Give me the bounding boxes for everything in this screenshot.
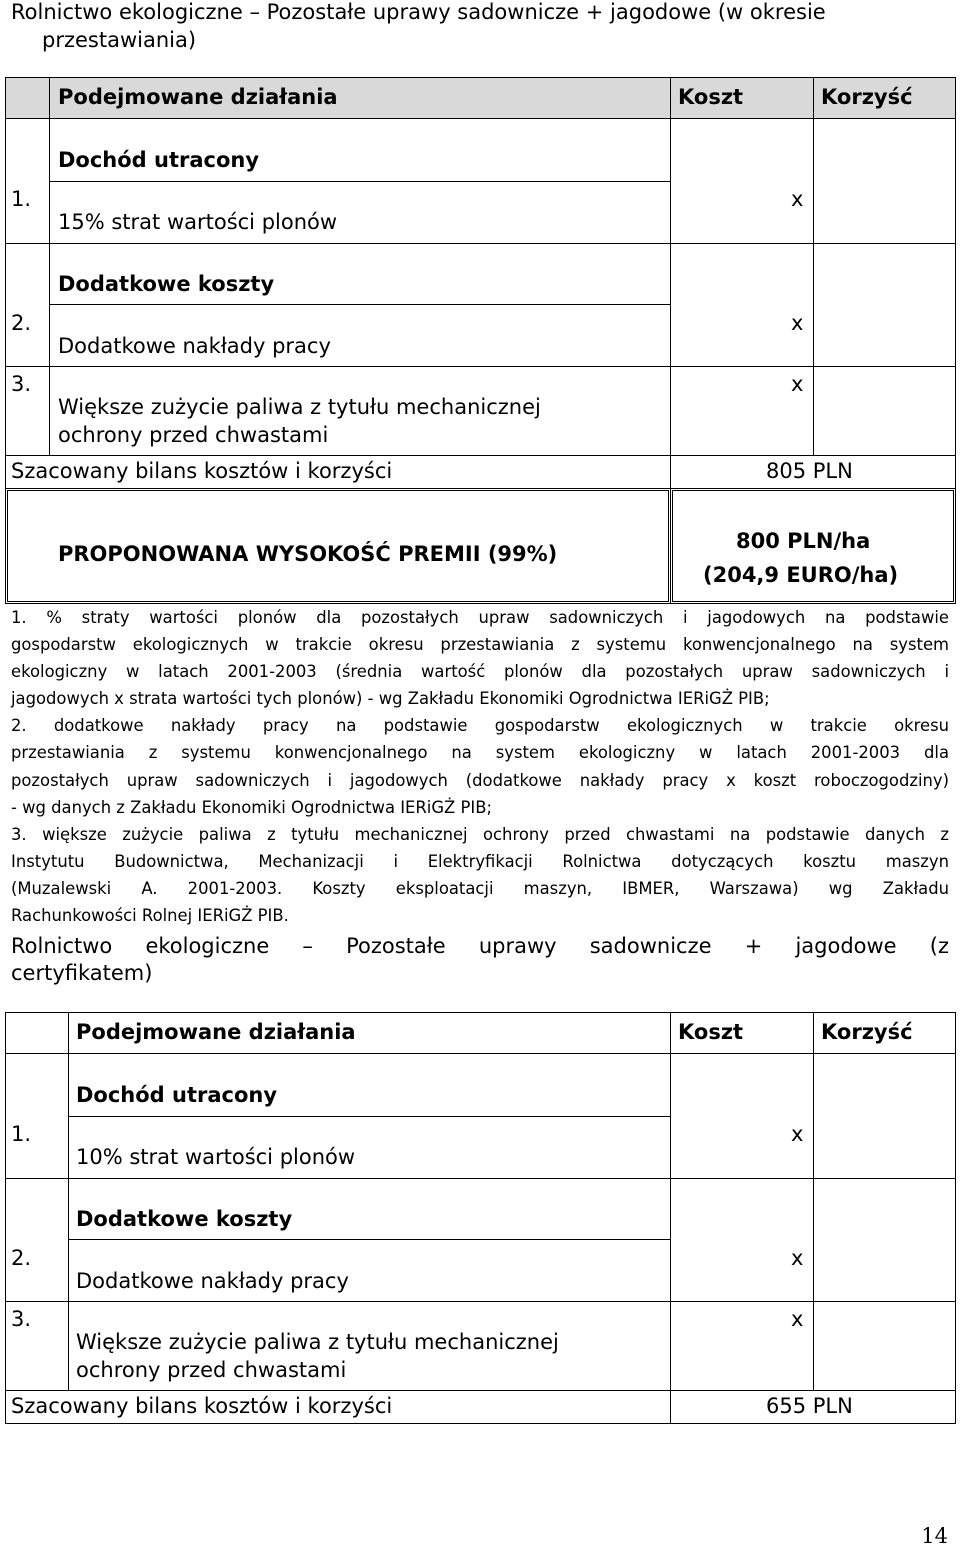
table2-row1-cost: x <box>791 1122 804 1146</box>
table1-header-activity: Podejmowane działania <box>58 85 338 109</box>
table1-balance-value: 805 PLN <box>766 459 853 483</box>
table1-row2-num: 2. <box>11 311 32 335</box>
footnote-line: Instytutu Budownictwa, Mechanizacji i Elektryfikacji Rolnictwa dotyczących kosztu maszyn <box>11 851 949 871</box>
section1-footnotes <box>11 604 949 929</box>
table1-row1-cost-cell <box>670 118 814 244</box>
table1-row3-benefit-cell <box>813 366 956 456</box>
table1-income-lost-label: Dochód utracony <box>58 148 260 172</box>
footnote-line: 2. dodatkowe nakłady pracy na podstawie gospodarstw ekologicznych w trakcie okresu <box>11 716 949 736</box>
table1-header-cost: Koszt <box>678 85 744 109</box>
table1-row1-benefit-cell <box>813 118 956 244</box>
table2-row1-num: 1. <box>11 1122 32 1146</box>
footnote-line: jagodowych x strata wartości tych plonów) - wg Zakładu Ekonomiki Ogrodnictwa IERiGŻ PIB; <box>11 689 770 709</box>
table2-header-cost: Koszt <box>678 1020 744 1044</box>
table1-row3-label-line2: ochrony przed chwastami <box>58 423 329 447</box>
table2-row1-num-cell <box>5 1053 69 1179</box>
table2-row3-benefit-cell <box>813 1301 956 1391</box>
table1-row2-cost: x <box>791 311 804 335</box>
table1-row2-cost-cell <box>670 243 814 367</box>
section2-title-line2: certyfikatem) <box>11 961 153 985</box>
table1-premium-value-line2: (204,9 EURO/ha) <box>703 563 899 587</box>
footnote-line: ekologiczny w latach 2001-2003 (średnia wartość plonów dla pozostałych upraw sadowniczych i <box>11 662 949 682</box>
table2-row2-num-cell <box>5 1178 69 1302</box>
page-number: 14 <box>921 1524 948 1548</box>
table1-row1-num-cell <box>5 118 50 244</box>
table1-row2-benefit-cell <box>813 243 956 367</box>
table2-header-benefit: Korzyść <box>821 1020 913 1044</box>
table2-income-lost-label: Dochód utracony <box>76 1083 278 1107</box>
table2-row1-cost-cell <box>670 1053 814 1179</box>
table1-row3-num: 3. <box>11 372 32 396</box>
table1-header-benefit: Korzyść <box>821 85 913 109</box>
table2-header-activity: Podejmowane działania <box>76 1020 356 1044</box>
table1-balance-label: Szacowany bilans kosztów i korzyści <box>11 459 393 483</box>
table1-header-num-cell <box>5 77 50 119</box>
table1-row1-cost: x <box>791 187 804 211</box>
table1-row2-label: Dodatkowe nakłady pracy <box>58 334 331 358</box>
table2-row3-label-line1: Większe zużycie paliwa z tytułu mechanicznej <box>76 1330 559 1354</box>
table2-balance-value: 655 PLN <box>766 1394 853 1418</box>
table2-row1-benefit-cell <box>813 1053 956 1179</box>
table1-row3-cost: x <box>791 372 804 396</box>
footnote-line: 1. % straty wartości plonów dla pozostałych upraw sadowniczych i jagodowych na podstawie <box>11 608 949 627</box>
table2-row2-benefit-cell <box>813 1178 956 1302</box>
footnote-line: - wg danych z Zakładu Ekonomiki Ogrodnictwa IERiGŻ PIB; <box>11 797 492 817</box>
footnote-line: Rachunkowości Rolnej IERiGŻ PIB. <box>11 906 289 926</box>
table1-premium-label: PROPONOWANA WYSOKOŚĆ PREMII (99%) <box>58 542 558 566</box>
table1-row2-num-cell <box>5 243 50 367</box>
footnote-line: (Muzalewski A. 2001-2003. Koszty eksploatacji maszyn, IBMER, Warszawa) wg Zakładu <box>11 878 949 898</box>
table2-row2-label: Dodatkowe nakłady pracy <box>76 1269 349 1293</box>
footnote-line: 3. większe zużycie paliwa z tytułu mechanicznej ochrony przed chwastami na podstawie danych z <box>11 824 949 844</box>
table1-row1-label: 15% strat wartości plonów <box>58 210 338 234</box>
table2-row2-cost: x <box>791 1246 804 1270</box>
table2-row3-num: 3. <box>11 1307 32 1331</box>
footnote-line: przestawiania z systemu konwencjonalnego na system ekologiczny w latach 2001-2003 dla <box>11 743 949 763</box>
table2-row2-num: 2. <box>11 1246 32 1270</box>
table2-additional-costs-label: Dodatkowe koszty <box>76 1207 293 1231</box>
section1-title-line2: przestawiania) <box>42 28 197 52</box>
table1-row1-num: 1. <box>11 187 32 211</box>
table2-row3-cost: x <box>791 1307 804 1331</box>
footnote-line: pozostałych upraw sadowniczych i jagodowych (dodatkowe nakłady pracy x koszt roboczogodziny) <box>11 770 949 790</box>
table2-header-num-cell <box>5 1012 69 1054</box>
table2-row3-label-line2: ochrony przed chwastami <box>76 1358 347 1382</box>
table2-row1-label: 10% strat wartości plonów <box>76 1145 356 1169</box>
section1-title-line1: Rolnictwo ekologiczne – Pozostałe uprawy sadownicze + jagodowe (w okresie <box>11 0 826 24</box>
table2-balance-label: Szacowany bilans kosztów i korzyści <box>11 1394 393 1418</box>
table2-row2-cost-cell <box>670 1178 814 1302</box>
footnote-line: gospodarstw ekologicznych w trakcie okresu przestawiania z systemu konwencjonalnego na system <box>11 635 949 655</box>
table1-additional-costs-label: Dodatkowe koszty <box>58 272 275 296</box>
section2-title-line1: Rolnictwo ekologiczne – Pozostałe uprawy sadownicze + jagodowe (z <box>11 934 949 958</box>
table1-premium-value-line1: 800 PLN/ha <box>736 529 871 553</box>
table1-row3-label-line1: Większe zużycie paliwa z tytułu mechanicznej <box>58 395 541 419</box>
